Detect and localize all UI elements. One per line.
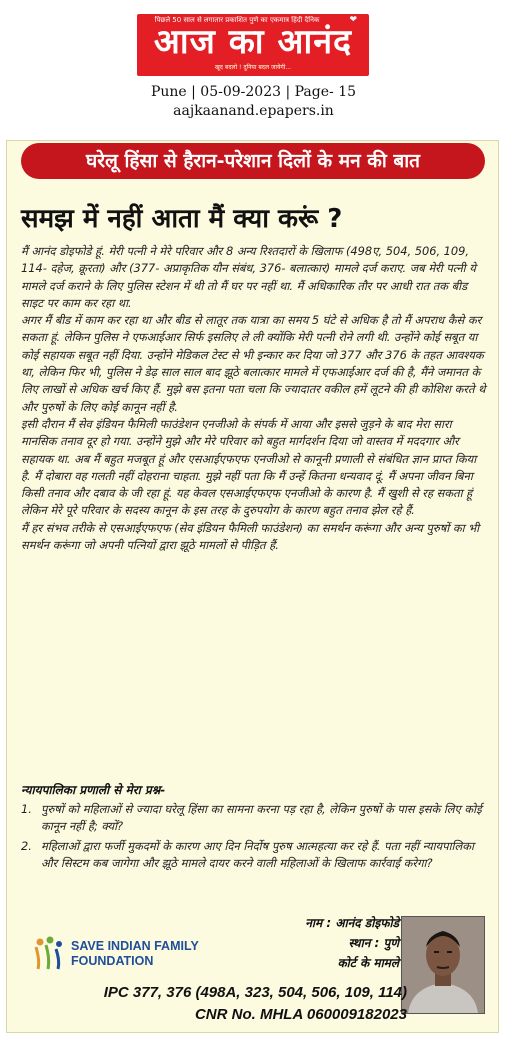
heart-icon: ❤	[349, 15, 357, 25]
masthead	[0, 0, 507, 140]
paragraph: मैं आनंद डोइफोडे हूं. मेरी पत्नी ने मेरे परिवार और 8 अन्य रिश्तदारों के खिलाफ (498ए, 504, 506, 109, 114- दहेज, क्रूरता) और (377- अप्राकृतिक यौन संबंध, 376- बलात्कार) मामले दर्ज कराए. जब मेरी पत्नी ये मामले दर्ज कराने के लिए पुलिस स्टेशन में थी तो मैं घर पर नहीं था. मैं अधिकारिक तौर पर आधी रात तक बीड साइट पर काम कर रहा था.	[21, 244, 476, 310]
article-banner: घरेलू हिंसा से हैरान-परेशान दिलों के मन की बात	[21, 143, 485, 179]
author-photo	[401, 916, 485, 1014]
question-item	[21, 801, 491, 836]
siff-name-line2: FOUNDATION	[71, 954, 154, 968]
website-link[interactable]: aajkaanand.epapers.in	[173, 103, 334, 119]
siff-name	[71, 939, 199, 969]
author-place: स्थान : पुणे	[348, 936, 399, 950]
siff-logo	[21, 931, 261, 979]
article-panel	[6, 140, 499, 1033]
question-text: महिलाओं द्वारा फर्जी मुकदमों के कारण आए दिन निर्दोष पुरुष आत्महत्या कर रहे हैं. पता नहीं न्यायपालिका और सिस्टम कब जागेगा और झूठे मामले दायर करने वाली महिलाओं के खिलाफ कार्रवाई करेगा?	[41, 838, 474, 870]
case-heading: कोर्ट के मामले	[337, 956, 399, 970]
questions-heading: न्यायपालिका प्रणाली से मेरा प्रश्न-	[21, 783, 166, 797]
article-body	[21, 243, 489, 554]
question-item	[21, 838, 491, 873]
question-number: 1.	[21, 802, 32, 816]
person-portrait-icon	[402, 917, 484, 1013]
family-figure-icon	[33, 935, 65, 971]
issue-line: Pune | 05-09-2023 | Page- 15	[150, 84, 357, 100]
question-text: पुरुषों को महिलाओं से ज्यादा घरेलू हिंसा का सामना करना पड़ रहा है, लेकिन पुरुषों के पास इसके लिए कोई कानून नहीं है; क्यों?	[41, 802, 482, 834]
questions-list	[21, 801, 491, 874]
article-headline: समझ में नहीं आता मैं क्या करूं ?	[21, 204, 343, 234]
question-number: 2.	[21, 838, 32, 853]
author-name: नाम : आनंद डोइफोडे	[305, 916, 399, 930]
cnr-number: CNR No. MHLA 060009182023	[194, 1006, 407, 1023]
paragraph: इसी दौरान मैं सेव इंडियन फैमिली फाउंडेशन एनजीओ के संपर्क में आया और इससे जुड़ने के बाद मेरा सारा मानसिक तनाव दूर हो गया. उन्होंने मुझे और मेरे परिवार को बहुत मार्गदर्शन दिया जो वास्तव में मददगार और सहायक था. अब मैं बहुत मजबूत हूं और एसआईएफएफ एनजीओ से कानूनी प्रणाली से संबंधित ज्ञान प्राप्त किया है. मैं दोबारा वह गलती नहीं दोहराना चाहता. मुझे नहीं पता कि मैं उन्हें कितना धन्यवाद दूं. मैं अपना जीवन बिना किसी तनाव और दबाव के जी रहा हूं. यह केवल एसआईएफएफ एनजीओ के कारण है. मैं खुशी से रह सकता हूं लेकिन मेरे पूरे परिवार के सदस्य कानून के इस तरह के दुरुपयोग के कारण बहुत तनाव झेल रहे हैं.	[21, 416, 477, 518]
logo-motto: खूद बदलो ! दुनिया बदल जायेगी...	[214, 64, 292, 71]
paragraph: अगर मैं बीड में काम कर रहा था और बीड से लातूर तक यात्रा का समय 5 घंटे से अधिक है तो मैं अपराध कैसे कर सकता हूं. लेकिन पुलिस ने एफआईआर सिर्फ इसलिए ले ली क्योंकि मेरी पत्नी रोने लगी थी. उन्होंने कोई सबूत या कोई सहायक सबूत नहीं दिया. उन्होंने मेडिकल टेस्ट से भी इन्कार कर दिया जो 377 और 376 के तहत आवश्यक था, लेकिन फिर भी, पुलिस ने डेढ़ साल साल बाद झूठे बलात्कार मामले में एफआईआर दर्ज की है, मैंने जमानत के लिए लाखों से अधिक खर्च किए हैं. मुझे बस इतना पता चला कि ज्यादातर वकील हमें लूटने की ही कोशिश करते थे और पुरुषों के लिए कोई कानून नहीं है.	[21, 313, 486, 414]
ipc-sections: IPC 377, 376 (498A, 323, 504, 506, 109, 114)	[103, 984, 407, 1001]
siff-name-line1: SAVE INDIAN FAMILY	[71, 939, 199, 953]
paragraph: मैं हर संभव तरीके से एसआईएफएफ (सेव इंडियन फैमिली फाउंडेशन) का समर्थन करूंगा और अन्य पुरुषों का भी समर्थन करूंगा जो अपनी पत्नियों द्वारा झूठे मामलों से पीड़ित हैं.	[21, 520, 480, 553]
newspaper-logo	[137, 14, 369, 76]
newspaper-name: आज का आनंद	[153, 22, 353, 62]
author-info	[227, 913, 399, 973]
logo-tagline: पिछले 50 साल से लगातार प्रकाशित पुणे का एकमात्र हिंदी दैनिक	[154, 16, 320, 24]
